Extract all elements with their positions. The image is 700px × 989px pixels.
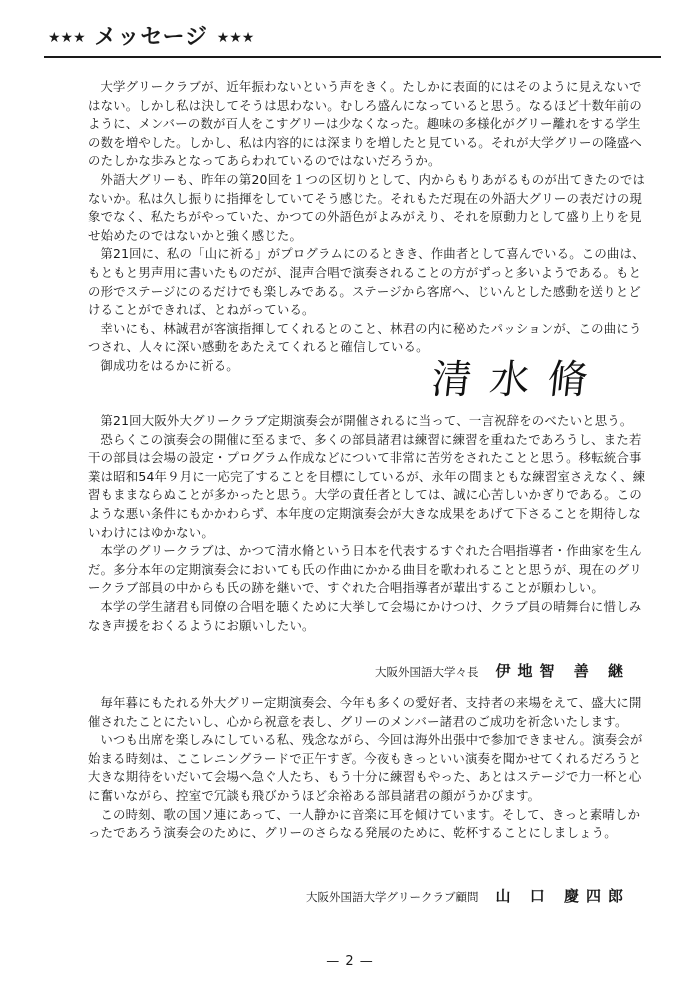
signature-block <box>375 660 630 681</box>
signature-affiliation: 大阪外国語大学々長 <box>374 665 479 679</box>
signature-affiliation: 大阪外国語大学グリークラブ顧問 <box>305 890 479 904</box>
message-section-2 <box>88 412 648 635</box>
paragraph: 第21回に、私の「山に祈る」がプログラムにのるときき、作曲者として喜んでいる。この曲は、もともと男声用に書いたものだが、混声合唱で演奏されることの方がずっと多いようである。もとの形でステージにのるだけでも楽しみである。ステージから客席へ、じいんとした感動を送りとどけることができれば、とねがっている。 <box>88 246 645 318</box>
paragraph: いつも出席を楽しみにしている私、残念ながら、今回は海外出張中で参加できません。演奏会が始まる時刻は、ここレニングラードで正午すぎ。今夜もきっといい演奏を聞かせてくれるだろうと大きな期待をいだいて会場へ急ぐ人たち、もう十分に練習もやった、あとはステージで力一杯と心に奮いながら、控室で冗談も飛びかうほど余裕ある部員諸君の顔がうかびます。 <box>88 732 643 803</box>
page-header <box>48 20 254 51</box>
handwritten-signature: 清水脩 <box>429 357 609 403</box>
message-section-1 <box>88 78 648 376</box>
header-divider <box>44 56 661 58</box>
paragraph: 御成功をはるかに祈る。 <box>100 357 239 373</box>
signature-name: 伊地智 善 継 <box>495 662 630 680</box>
paragraph: 第21回大阪外大グリークラブ定期演奏会が開催されるに当って、一言祝辞をのべたいと思う。 <box>100 413 633 428</box>
paragraph: 本学の学生諸君も同僚の合唱を聴くために大挙して会場にかけつけ、クラブ員の晴舞台に惜しみなき声援をおくるようにお願いしたい。 <box>88 598 642 633</box>
header-stars-left: ★★★ <box>48 30 86 46</box>
signature-block <box>306 885 630 906</box>
page-title: メッセージ <box>94 25 209 50</box>
signature-name: 山 口 慶四郎 <box>495 887 630 905</box>
message-section-3 <box>88 694 648 843</box>
paragraph: 本学のグリークラブは、かつて清水脩という日本を代表するすぐれた合唱指導者・作曲家を生んだ。多分本年の定期演奏会においても氏の作曲にかかる曲目を歌われることと思うが、現在のグリークラブ部員の中からも氏の跡を継いで、すぐれた合唱指導者が輩出することが願わしい。 <box>88 543 642 596</box>
paragraph: 大学グリークラブが、近年振わないという声をきく。たしかに表面的にはそのように見えないではない。しかし私は決してそうは思わない。むしろ盛んになっていると思う。なるほど十数年前のように、メンバーの数が百人をこすグリーは少なくなった。趣味の多様化がグリー離れをする学生の数を増やした。しかし、私は内容的には深まりを増したと見ている。それが大学グリーの隆盛へのたしかな歩みとなってあらわれているのではないだろうか。 <box>88 79 642 169</box>
paragraph: 幸いにも、林誠君が客演指揮してくれるとのこと、林君の内に秘めたパッションが、この曲にうつされ、人々に深い感動をあたえてくれると確信している。 <box>88 320 642 355</box>
paragraph: 毎年暮にもたれる外大グリー定期演奏会、今年も多くの愛好者、支持者の来場をえて、盛大に開催されたことにたいし、心から祝意を表し、グリーのメンバー諸君のご成功を祈念いたします。 <box>88 695 642 729</box>
paragraph: 外語大グリーも、昨年の第20回を１つの区切りとして、内からもりあがるものが出てきたのではないか。私は久し振りに指揮をしていてそう感じた。それもただ現在の外語大グリーの表だけの現象でなく、私たちがやっていた、かつての外語色がよみがえり、それを原動力として盛り上りを見せ始めたのではないかと強く感じた。 <box>88 171 646 243</box>
page-number: — 2 — <box>326 954 374 969</box>
header-stars-right: ★★★ <box>216 30 255 46</box>
paragraph: この時刻、歌の国ソ連にあって、一人静かに音楽に耳を傾けています。そして、きっと素晴しかったであろう演奏会のために、グリーのさらなる発展のために、乾杯することにしましょう。 <box>88 806 641 841</box>
paragraph: 恐らくこの演奏会の開催に至るまで、多くの部員諸君は練習に練習を重ねたであろうし、また若干の部員は会場の設定・プログラム作成などについて非常に苦労をされたことと思う。移転統合事業は昭和54年９月に一応完了することを目標にしているが、永年の間まともな練習室さえなく、練習もままならぬことが多かったと思う。大学の責任者としては、誠に心苦しいかぎりである。このような悪い条件にもかかわらず、本年度の定期演奏会が大きな成果をあげて下さることを期待しないわけにはゆかない。 <box>88 431 646 540</box>
